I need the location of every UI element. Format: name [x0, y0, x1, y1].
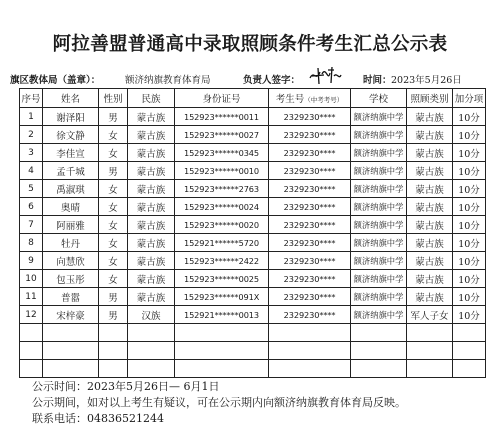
cell-seq: 3 — [20, 144, 43, 162]
table-row — [20, 144, 486, 162]
cell-gender: 女 — [99, 216, 128, 234]
cell-seq: 10 — [20, 270, 43, 288]
header-bonus: 加分项 — [453, 89, 486, 108]
cell-name: 宋梓豪 — [43, 306, 99, 324]
cell-ethnicity: 蒙古族 — [128, 288, 175, 306]
cell-name: 普嚣 — [43, 288, 99, 306]
cell-bonus: 10分 — [453, 288, 486, 306]
cell-school: 额济纳旗中学 — [351, 252, 407, 270]
cell-id: 152923******0345 — [175, 144, 269, 162]
cell-exam: 2329230**** — [269, 126, 351, 144]
cell-category: 蒙古族 — [407, 108, 453, 126]
cell-exam: 2329230**** — [269, 252, 351, 270]
cell-ethnicity: 蒙古族 — [128, 270, 175, 288]
cell-seq: 11 — [20, 288, 43, 306]
table-row — [20, 162, 486, 180]
cell-seq: 1 — [20, 108, 43, 126]
cell-name: 谢泽阳 — [43, 108, 99, 126]
cell-id: 152923******0011 — [175, 108, 269, 126]
cell-exam: 2329230**** — [269, 162, 351, 180]
cell-gender: 女 — [99, 252, 128, 270]
cell-seq: 8 — [20, 234, 43, 252]
unit-value: 额济纳旗教育体育局 — [125, 75, 211, 86]
cell-name: 奥晴 — [43, 198, 99, 216]
cell-ethnicity: 汉族 — [128, 306, 175, 324]
cell-category: 蒙古族 — [407, 144, 453, 162]
cell-exam: 2329230**** — [269, 144, 351, 162]
cell-category: 蒙古族 — [407, 198, 453, 216]
table-row — [20, 234, 486, 252]
table-row — [20, 126, 486, 144]
cell-bonus: 10分 — [453, 306, 486, 324]
empty-row — [20, 360, 486, 378]
table-header-row — [20, 89, 486, 108]
cell-name: 孟千城 — [43, 162, 99, 180]
cell-school: 额济纳旗中学 — [351, 162, 407, 180]
cell-category: 蒙古族 — [407, 234, 453, 252]
cell-bonus: 10分 — [453, 252, 486, 270]
header-school: 学校 — [351, 89, 407, 108]
cell-bonus: 10分 — [453, 198, 486, 216]
notice-period: 公示时间：2023年5月26日— 6月1日 — [32, 380, 220, 393]
cell-name: 李佳宣 — [43, 144, 99, 162]
cell-exam: 2329230**** — [269, 180, 351, 198]
cell-bonus: 10分 — [453, 126, 486, 144]
table-row — [20, 270, 486, 288]
cell-gender: 女 — [99, 270, 128, 288]
cell-gender: 女 — [99, 144, 128, 162]
cell-category: 蒙古族 — [407, 162, 453, 180]
cell-name: 阿丽雅 — [43, 216, 99, 234]
table-row — [20, 180, 486, 198]
cell-exam: 2329230**** — [269, 288, 351, 306]
cell-category: 蒙古族 — [407, 180, 453, 198]
cell-school: 额济纳旗中学 — [351, 144, 407, 162]
cell-gender: 女 — [99, 180, 128, 198]
table-row — [20, 198, 486, 216]
time-label: 时间： — [363, 75, 392, 86]
cell-ethnicity: 蒙古族 — [128, 216, 175, 234]
handwritten-signature — [308, 64, 342, 86]
cell-seq: 12 — [20, 306, 43, 324]
responsible-label: 负责人签字： — [243, 75, 301, 86]
cell-gender: 男 — [99, 108, 128, 126]
cell-seq: 2 — [20, 126, 43, 144]
cell-school: 额济纳旗中学 — [351, 288, 407, 306]
empty-row — [20, 342, 486, 360]
cell-category: 蒙古族 — [407, 288, 453, 306]
header-exam: 考生号（中考考号） — [269, 89, 351, 108]
cell-gender: 女 — [99, 234, 128, 252]
cell-school: 额济纳旗中学 — [351, 180, 407, 198]
header-exam-sub: （中考考号） — [304, 96, 344, 104]
cell-gender: 男 — [99, 306, 128, 324]
cell-exam: 2329230**** — [269, 270, 351, 288]
cell-ethnicity: 蒙古族 — [128, 252, 175, 270]
cell-school: 额济纳旗中学 — [351, 216, 407, 234]
cell-id: 152923******0025 — [175, 270, 269, 288]
cell-gender: 女 — [99, 126, 128, 144]
cell-exam: 2329230**** — [269, 306, 351, 324]
cell-ethnicity: 蒙古族 — [128, 162, 175, 180]
cell-bonus: 10分 — [453, 216, 486, 234]
cell-school: 额济纳旗中学 — [351, 126, 407, 144]
cell-id: 152923******0020 — [175, 216, 269, 234]
table-row — [20, 108, 486, 126]
candidates-table — [19, 88, 486, 378]
cell-bonus: 10分 — [453, 108, 486, 126]
header-category: 照顾类别 — [407, 89, 453, 108]
time-value: 2023年5月26日 — [391, 75, 462, 86]
cell-seq: 6 — [20, 198, 43, 216]
cell-school: 额济纳旗中学 — [351, 270, 407, 288]
cell-school: 额济纳旗中学 — [351, 198, 407, 216]
table-row — [20, 306, 486, 324]
cell-name: 禹淑琪 — [43, 180, 99, 198]
cell-gender: 男 — [99, 288, 128, 306]
cell-category: 蒙古族 — [407, 252, 453, 270]
cell-bonus: 10分 — [453, 270, 486, 288]
cell-id: 152923******0010 — [175, 162, 269, 180]
cell-category: 蒙古族 — [407, 126, 453, 144]
unit-label: 旗区教体局（盖章）： — [10, 75, 101, 86]
cell-bonus: 10分 — [453, 234, 486, 252]
header-id: 身份证号 — [175, 89, 269, 108]
cell-seq: 5 — [20, 180, 43, 198]
cell-category: 军人子女 — [407, 306, 453, 324]
cell-ethnicity: 蒙古族 — [128, 234, 175, 252]
cell-exam: 2329230**** — [269, 198, 351, 216]
cell-id: 152923******0024 — [175, 198, 269, 216]
empty-row — [20, 324, 486, 342]
cell-ethnicity: 蒙古族 — [128, 108, 175, 126]
table-row — [20, 252, 486, 270]
cell-bonus: 10分 — [453, 180, 486, 198]
cell-exam: 2329230**** — [269, 216, 351, 234]
notice-text: 公示期间，如对以上考生有疑议，可在公示期内向额济纳旗教育体育局反映。 — [32, 396, 406, 409]
header-gender: 性别 — [99, 89, 128, 108]
cell-exam: 2329230**** — [269, 234, 351, 252]
header-ethnicity: 民族 — [128, 89, 175, 108]
cell-bonus: 10分 — [453, 144, 486, 162]
cell-name: 包玉彤 — [43, 270, 99, 288]
header-seq: 序号 — [20, 89, 43, 108]
header-name: 姓名 — [43, 89, 99, 108]
cell-id: 152923******091X — [175, 288, 269, 306]
cell-seq: 4 — [20, 162, 43, 180]
table-row — [20, 288, 486, 306]
cell-school: 额济纳旗中学 — [351, 108, 407, 126]
cell-id: 152921******5720 — [175, 234, 269, 252]
cell-id: 152923******2763 — [175, 180, 269, 198]
cell-id: 152923******2422 — [175, 252, 269, 270]
cell-school: 额济纳旗中学 — [351, 234, 407, 252]
cell-name: 徐文静 — [43, 126, 99, 144]
document-title: 阿拉善盟普通高中录取照顾条件考生汇总公示表 — [52, 34, 448, 55]
cell-seq: 9 — [20, 252, 43, 270]
cell-category: 蒙古族 — [407, 270, 453, 288]
contact-phone: 联系电话：04836521244 — [32, 412, 164, 425]
cell-id: 152921******0013 — [175, 306, 269, 324]
table-row — [20, 216, 486, 234]
cell-ethnicity: 蒙古族 — [128, 126, 175, 144]
cell-gender: 男 — [99, 162, 128, 180]
cell-category: 蒙古族 — [407, 216, 453, 234]
cell-exam: 2329230**** — [269, 108, 351, 126]
cell-school: 额济纳旗中学 — [351, 306, 407, 324]
cell-ethnicity: 蒙古族 — [128, 144, 175, 162]
cell-name: 向慧欣 — [43, 252, 99, 270]
cell-bonus: 10分 — [453, 162, 486, 180]
cell-id: 152923******0027 — [175, 126, 269, 144]
cell-gender: 女 — [99, 198, 128, 216]
cell-ethnicity: 蒙古族 — [128, 198, 175, 216]
cell-ethnicity: 蒙古族 — [128, 180, 175, 198]
cell-name: 牡丹 — [43, 234, 99, 252]
cell-seq: 7 — [20, 216, 43, 234]
